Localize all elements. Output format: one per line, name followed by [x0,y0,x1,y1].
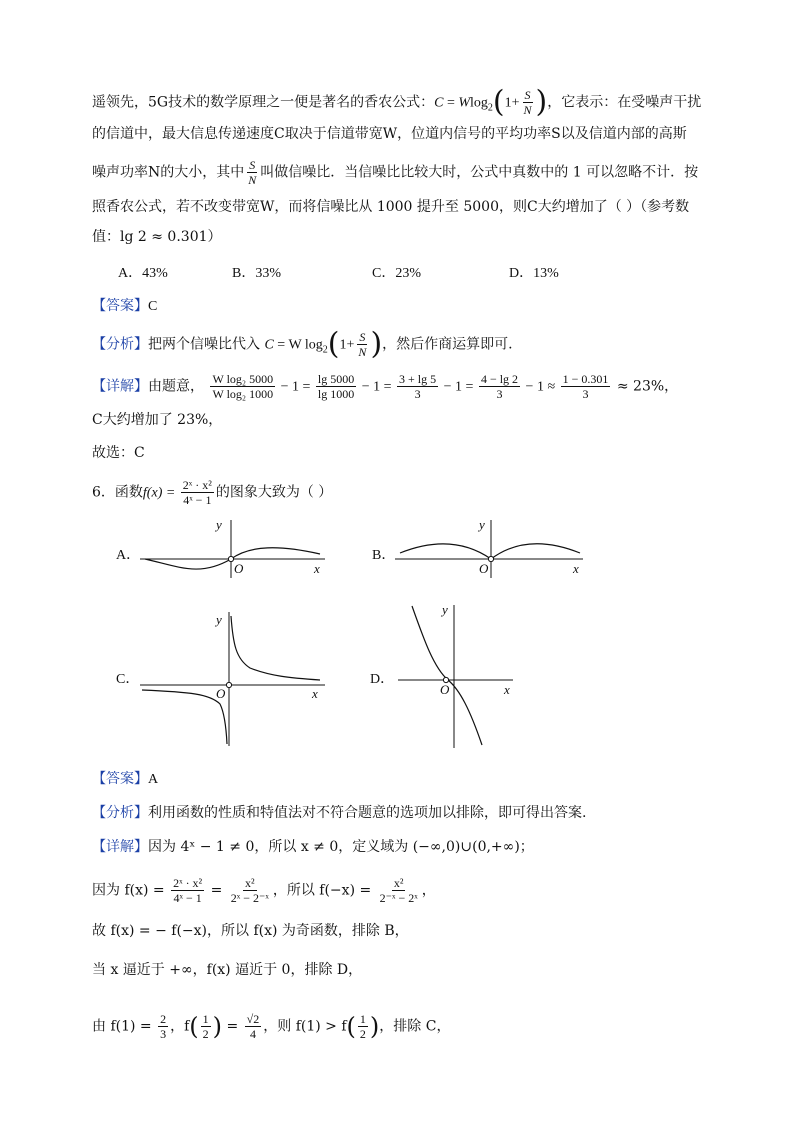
graph-b-label: B． [372,548,396,563]
frac-den: 3 [414,387,421,401]
fraction-5 [561,372,611,401]
op: − 1 ≈ [522,379,559,395]
frac-num: W log₂ 5000 [212,372,274,386]
q6-answer [92,769,158,790]
frac-den: N [523,103,532,117]
q5-detail-line-2: C大约增加了 23%， [92,412,223,428]
q5-analysis [92,326,513,362]
frac-num: x² [245,876,255,890]
option-d: D．13% [509,266,559,281]
fraction-3 [397,372,438,401]
x-label: x [504,682,510,697]
result: ≈ 23%， [612,378,679,395]
frac-den: 3 [496,387,503,401]
curve-right [231,616,320,680]
s-over-n-2 [246,158,258,187]
x-label: x [573,561,579,576]
frac-den: N [248,173,257,187]
graph-b [395,515,590,580]
op: = [222,1018,243,1035]
frac-den: 4 [249,1027,256,1041]
q5-line-3-pre: 噪声功率N的大小，其中 [92,164,245,181]
frac-num: 2 [160,1012,167,1026]
op: ，所以 f(−x) = [272,882,376,899]
graph-c-label: C． [116,672,140,687]
fraction-4 [358,1012,368,1041]
q6-detail-2 [92,876,436,905]
frac-num: 4 − lg 2 [480,372,519,386]
origin-label: O [216,686,226,701]
var-c: C [434,95,444,111]
q5-line-1-post: ，它表示：在受噪声干扰 [547,94,702,111]
left-paren: ( [189,1012,199,1041]
frac-num: 3 + lg 5 [399,372,437,386]
right-paren: ) [370,326,383,362]
graph-c [140,604,330,749]
left-paren: ( [327,326,340,362]
log-base: 2 [322,344,328,356]
frac-den: 2ˣ − 2⁻ˣ [230,891,269,905]
q5-line-1-text: 遥领先，5G技术的数学原理之一便是著名的香农公式： [92,94,435,111]
y-label: y [216,517,222,532]
q5-detail [92,372,678,401]
detail-text: 因为 4ˣ − 1 ≠ 0，所以 x ≠ 0，定义域为 (−∞,0)∪(0,+∞)； [148,839,534,855]
fraction-2 [229,876,271,905]
one-plus: 1+ [339,337,355,353]
end: ， [421,882,436,899]
op: ，则 f(1) > f [263,1018,347,1035]
y-label: y [442,602,448,617]
detail-tag: 【详解】 [92,378,148,395]
frac-den: 2⁻ˣ − 2ˣ [379,891,418,905]
analysis-post: ，然后作商运算即可. [382,336,513,353]
q6-detail-5 [92,1012,450,1041]
answer-value: C [148,299,158,314]
origin-label: O [440,682,450,697]
op: ，f [170,1018,190,1035]
one-plus: 1+ [504,95,520,111]
equals: = [443,95,459,111]
graph-d-label: D． [370,672,395,687]
end: ，排除 C， [379,1018,451,1035]
origin-hole [228,556,233,561]
graph-d [398,600,523,750]
frac-num: 1 − 0.301 [562,372,609,386]
detail-pre: 由 f(1) = [92,1018,157,1035]
option-c: C．23% [372,266,421,281]
fraction-2 [201,1012,211,1041]
q6-stem-post: 的图象大致为（ ） [215,484,333,501]
curve-left [142,690,227,744]
frac-den: W log₂ 1000 [212,387,274,401]
frac-den: lg 1000 [317,387,355,401]
answer-tag: 【答案】 [92,298,148,314]
right-paren: ) [212,1012,223,1041]
origin-label: O [479,561,489,576]
q5-line-4: 照香农公式，若不改变带宽W，而将信噪比从 1000 提升至 5000，则C大约增加了（ ）（参考数 [92,199,690,215]
op: = [206,882,227,899]
right-paren: ) [535,84,548,120]
right-paren: ) [369,1012,380,1041]
curve [412,606,482,745]
detail-text: 由题意， [148,378,204,395]
q5-line-1 [92,84,702,120]
frac-den: 2 [359,1027,366,1041]
frac-den: 3 [582,387,589,401]
origin-hole [488,556,493,561]
origin-hole [226,682,231,687]
q6-analysis [92,803,586,823]
analysis-text: 利用函数的性质和特值法对不符合题意的选项加以排除，即可得出答案. [148,805,587,821]
frac-num: S [359,330,366,344]
frac-num: 2ˣ · x² [182,478,212,492]
q5-line-3 [92,158,698,187]
q5-answer [92,296,157,317]
q5-choose: 故选：C [92,445,145,461]
fraction-2 [316,372,356,401]
s-over-n [522,88,534,117]
analysis-tag: 【分析】 [92,805,148,821]
frac-num: S [524,88,531,102]
q6-number: 6．函数 [92,484,143,501]
option-b: B．33% [232,266,281,281]
frac-num: 1 [202,1012,209,1026]
frac-num: lg 5000 [317,372,355,386]
frac-den: 3 [160,1027,167,1041]
fraction-1 [210,372,275,401]
function-name: f(x) = [142,485,179,501]
fraction-1 [158,1012,168,1041]
q5-line-2: 的信道中，最大信息传递速度C取决于信道带宽W，位道内信号的平均功率S以及信道内部的高斯 [92,126,687,142]
log-base: 2 [487,102,493,114]
graph-a-label: A． [116,548,141,563]
frac-num: √2 [246,1012,260,1026]
graph-a [140,515,330,580]
s-over-n-3 [356,330,368,359]
q6-detail-1 [92,837,534,857]
log: log [470,95,488,111]
q5-line-5: 值：lg 2 ≈ 0.301） [92,229,222,245]
left-paren: ( [492,84,505,120]
q5-line-3-post: 叫做信噪比．当信噪比比较大时，公式中真数中的 1 可以忽略不计．按 [260,164,699,181]
left-paren: ( [346,1012,356,1041]
frac-num: S [249,158,256,172]
origin-label: O [234,561,244,576]
y-label: y [479,517,485,532]
frac-num: 2ˣ · x² [173,876,203,890]
formula-w-log: = W log [273,337,323,353]
frac-num: x² [393,876,404,890]
answer-tag: 【答案】 [92,771,148,787]
analysis-tag: 【分析】 [92,336,148,353]
frac-num: 1 [359,1012,366,1026]
op: − 1 = [277,379,314,395]
detail-pre: 因为 f(x) = [92,882,170,899]
fraction-3 [245,1012,262,1041]
q6-fraction [181,478,214,507]
y-label: y [216,612,222,627]
var-c: C [264,337,274,353]
fraction-4 [479,372,520,401]
fraction-3 [378,876,420,905]
analysis-text: 把两个信噪比代入 [148,336,260,353]
fraction-1 [171,876,204,905]
q6-detail-3: 故 f(x) = − f(−x)，所以 f(x) 为奇函数，排除 B， [92,923,409,939]
q6-stem [92,478,332,507]
frac-den: 2 [202,1027,209,1041]
frac-den: 4ˣ − 1 [183,493,212,507]
answer-value: A [148,772,159,787]
x-label: x [312,686,318,701]
q6-detail-4: 当 x 逼近于 +∞，f(x) 逼近于 0，排除 D， [92,962,363,978]
op: − 1 = [358,379,396,395]
detail-tag: 【详解】 [92,839,148,855]
x-label: x [314,561,320,576]
option-a: A．43% [118,266,168,281]
op: − 1 = [440,379,477,395]
frac-den: N [358,345,367,359]
var-w: W [458,95,471,111]
frac-den: 4ˣ − 1 [173,891,202,905]
